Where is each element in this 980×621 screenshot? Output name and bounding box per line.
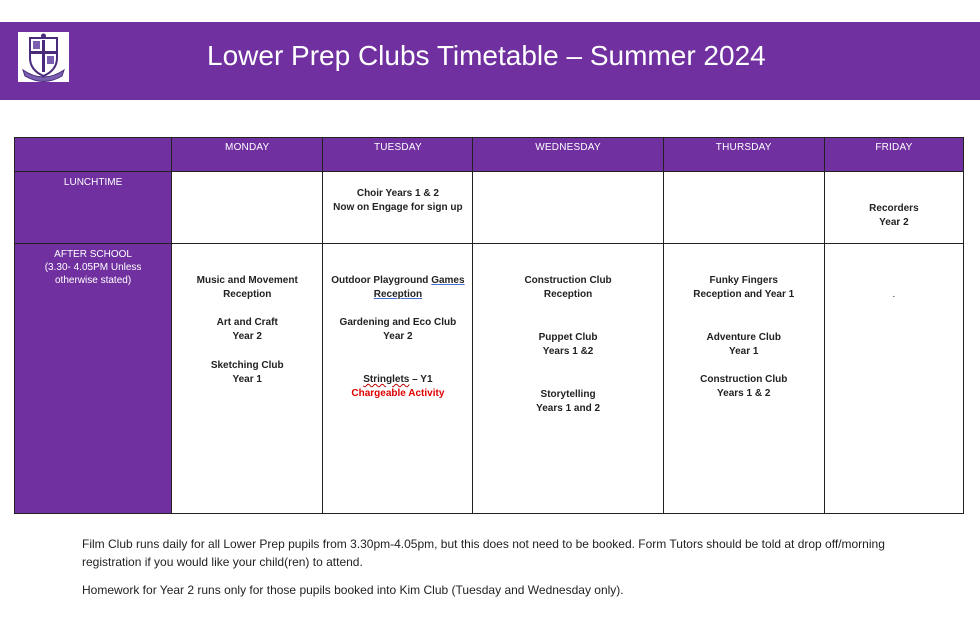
homework-note: Homework for Year 2 runs only for those pupils booked into Kim Club (Tuesday and Wednesday only). (82, 583, 624, 597)
club-group: Years 1 and 2 (536, 403, 601, 414)
club-name: Gardening and Eco Club (339, 317, 457, 328)
choir-club-entry (323, 187, 472, 215)
after-school-row (15, 244, 964, 514)
friday-placeholder-mark: . (892, 289, 896, 300)
column-header-friday: FRIDAY (824, 138, 963, 172)
column-header-monday: MONDAY (172, 138, 323, 172)
club-group: Year 2 (383, 331, 413, 342)
club-name: Sketching Club (210, 360, 284, 371)
after-school-tuesday-cell (323, 244, 473, 514)
club-entry (473, 388, 662, 416)
footnotes (82, 535, 902, 609)
after-school-label-line3: otherwise stated) (55, 275, 132, 286)
club-name: Funky Fingers (709, 275, 778, 286)
lunchtime-tuesday-cell (323, 172, 473, 244)
club-name: Storytelling (540, 389, 596, 400)
club-name-part-underlined: Games (431, 275, 465, 286)
lunchtime-row (15, 172, 964, 244)
club-group: Years 1 & 2 (717, 388, 771, 399)
club-group: Reception (543, 289, 593, 300)
choir-club-name: Choir Years 1 & 2 (356, 188, 439, 199)
club-entry (473, 331, 662, 359)
after-school-wednesday-cell (473, 244, 663, 514)
column-header-tuesday: TUESDAY (323, 138, 473, 172)
lunchtime-friday-cell (824, 172, 963, 244)
after-school-thursday-cell (663, 244, 824, 514)
after-school-label-line1: AFTER SCHOOL (54, 249, 132, 260)
page-title: Lower Prep Clubs Timetable – Summer 2024 (207, 40, 766, 71)
club-entry (323, 373, 472, 401)
club-name: Puppet Club (538, 332, 598, 343)
after-school-monday-cell (172, 244, 323, 514)
club-group: Reception (223, 289, 272, 300)
club-entry (664, 274, 824, 302)
after-school-friday-cell (824, 244, 963, 514)
lunchtime-monday-cell (172, 172, 323, 244)
club-entry (664, 373, 824, 401)
club-name: Art and Craft (216, 317, 278, 328)
club-group: Year 1 (728, 346, 759, 357)
club-entry (664, 331, 824, 359)
lunchtime-label: LUNCHTIME (63, 177, 123, 188)
recorders-club-entry (825, 202, 963, 230)
title-banner (0, 22, 980, 100)
club-group: Reception (373, 289, 423, 300)
column-header-wednesday: WEDNESDAY (473, 138, 663, 172)
club-entry (323, 274, 472, 302)
row-header-lunchtime (15, 172, 172, 244)
lunchtime-thursday-cell (663, 172, 824, 244)
recorders-club-group: Year 2 (879, 217, 909, 228)
club-entry (172, 359, 322, 387)
club-name-part: – Y1 (409, 374, 433, 385)
after-school-label (15, 244, 171, 287)
club-entry (172, 274, 322, 302)
school-crest-icon (18, 32, 69, 82)
club-group: Years 1 &2 (542, 346, 594, 357)
club-name: Construction Club (700, 374, 788, 385)
lunchtime-wednesday-cell (473, 172, 663, 244)
club-entry (172, 316, 322, 344)
film-club-note: Film Club runs daily for all Lower Prep pupils from 3.30pm-4.05pm, but this does not need to be booked. Form Tutors should be told at drop off/morning registration if you would like your child(ren) to attend. (82, 537, 885, 569)
club-name-part-spellcheck: Stringlets (363, 374, 410, 385)
club-name: Construction Club (524, 275, 612, 286)
chargeable-activity-note: Chargeable Activity (351, 388, 445, 399)
corner-cell (15, 138, 172, 172)
club-group: Year 2 (232, 331, 262, 342)
club-group: Year 1 (232, 374, 262, 385)
club-name (323, 274, 472, 288)
choir-signup-note: Now on Engage for sign up (333, 202, 463, 213)
club-name: Music and Movement (196, 275, 298, 286)
clubs-timetable (14, 137, 964, 514)
recorders-club-name: Recorders (869, 203, 919, 214)
club-entry (323, 316, 472, 344)
club-group: Reception and Year 1 (693, 289, 795, 300)
club-name: Adventure Club (706, 332, 781, 343)
timetable-header-row (15, 138, 964, 172)
after-school-label-line2: (3.30- 4.05PM Unless (44, 262, 142, 273)
row-header-after-school (15, 244, 172, 514)
club-name-part: Outdoor Playground (331, 275, 432, 286)
club-name (323, 373, 472, 387)
column-header-thursday: THURSDAY (663, 138, 824, 172)
club-entry (473, 274, 662, 302)
